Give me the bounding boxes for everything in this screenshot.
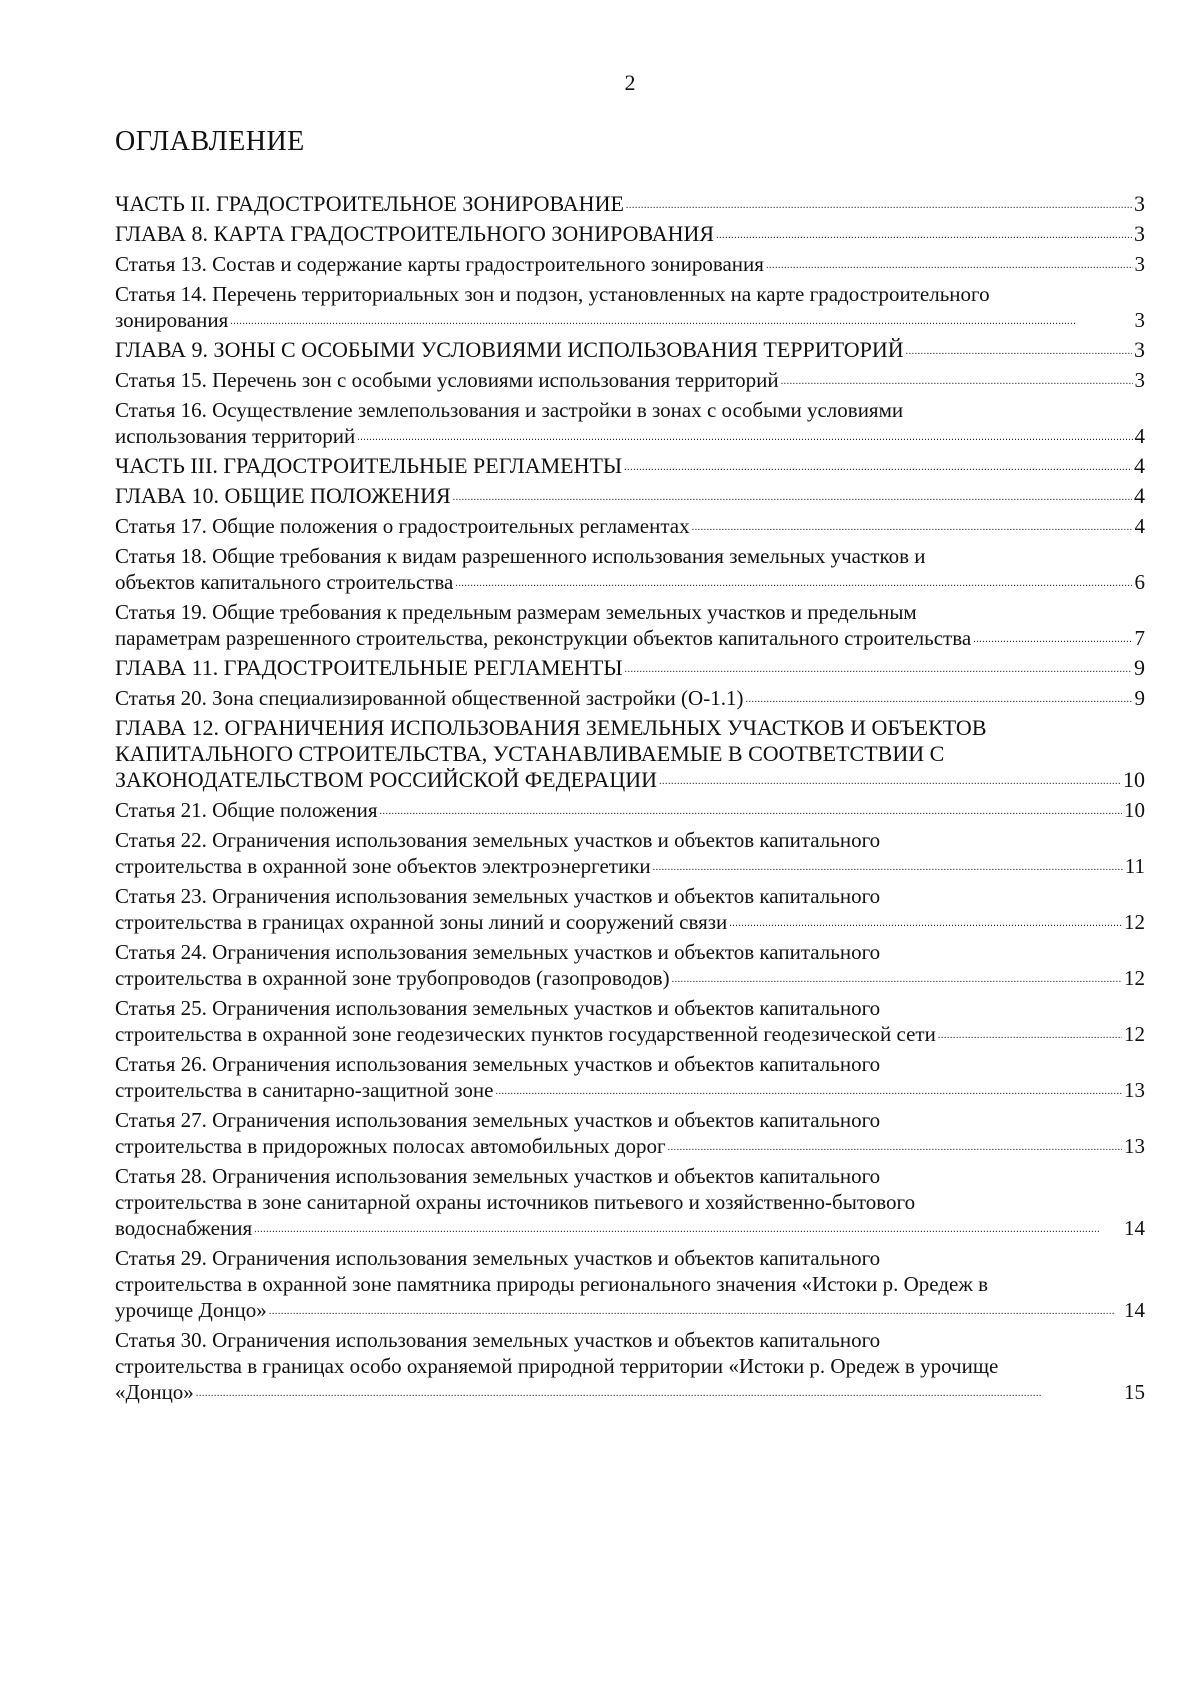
toc-entry[interactable] bbox=[115, 883, 1145, 935]
toc-entry-text: ГЛАВА 8. КАРТА ГРАДОСТРОИТЕЛЬНОГО ЗОНИРОВАНИЯ bbox=[115, 221, 715, 246]
toc-entry-page-number: 12 bbox=[1124, 910, 1145, 934]
toc-entry[interactable] bbox=[115, 827, 1145, 879]
toc-entry-page-number: 12 bbox=[1124, 966, 1145, 990]
toc-entry-line bbox=[115, 569, 1145, 595]
toc-entry-page-number: 11 bbox=[1124, 854, 1145, 878]
table-of-contents bbox=[115, 191, 1145, 1409]
dot-leader bbox=[455, 566, 1132, 597]
toc-entry-line bbox=[115, 685, 1145, 711]
toc-entry-line bbox=[115, 1379, 1145, 1405]
toc-entry-line bbox=[115, 423, 1145, 449]
toc-entry[interactable] bbox=[115, 685, 1145, 711]
dot-leader bbox=[495, 1074, 1122, 1105]
dot-leader bbox=[659, 764, 1121, 795]
toc-entry-text: Статья 30. Ограничения использования земельных участков и объектов капитального bbox=[115, 1328, 881, 1352]
toc-entry[interactable] bbox=[115, 397, 1145, 449]
toc-entry-text: строительства в охранной зоне трубопроводов (газопроводов) bbox=[115, 966, 670, 990]
toc-entry-page-number: 3 bbox=[1134, 252, 1145, 276]
toc-entry-text: ЗАКОНОДАТЕЛЬСТВОМ РОССИЙСКОЙ ФЕДЕРАЦИИ bbox=[115, 767, 657, 792]
toc-entry-text: Статья 17. Общие положения о градостроительных регламентах bbox=[115, 514, 690, 538]
toc-entry-line bbox=[115, 625, 1145, 651]
toc-entry-line bbox=[115, 1077, 1145, 1103]
toc-entry-text: Статья 22. Ограничения использования земельных участков и объектов капитального bbox=[115, 828, 881, 852]
toc-entry-page-number: 6 bbox=[1134, 570, 1145, 594]
dot-leader bbox=[357, 420, 1132, 451]
dot-leader bbox=[624, 450, 1132, 481]
toc-entry-text: ГЛАВА 9. ЗОНЫ С ОСОБЫМИ УСЛОВИЯМИ ИСПОЛЬЗОВАНИЯ ТЕРРИТОРИЙ bbox=[115, 337, 904, 362]
dot-leader bbox=[230, 304, 1132, 335]
toc-entry-text: Статья 23. Ограничения использования земельных участков и объектов капитального bbox=[115, 884, 881, 908]
toc-entry-line bbox=[115, 1163, 1145, 1189]
toc-entry-text: ГЛАВА 11. ГРАДОСТРОИТЕЛЬНЫЕ РЕГЛАМЕНТЫ bbox=[115, 655, 623, 680]
toc-entry-page-number: 4 bbox=[1134, 483, 1145, 508]
dot-leader bbox=[668, 1130, 1122, 1161]
toc-entry-text: ЧАСТЬ II. ГРАДОСТРОИТЕЛЬНОЕ ЗОНИРОВАНИЕ bbox=[115, 191, 624, 216]
toc-entry-text: строительства в санитарно-защитной зоне bbox=[115, 1078, 494, 1102]
toc-entry-text: объектов капитального строительства bbox=[115, 570, 454, 594]
dot-leader bbox=[380, 794, 1122, 825]
toc-entry-line bbox=[115, 1245, 1145, 1271]
dot-leader bbox=[729, 906, 1122, 937]
toc-entry-text: Статья 24. Ограничения использования земельных участков и объектов капитального bbox=[115, 940, 881, 964]
dot-leader bbox=[973, 622, 1132, 653]
toc-entry-line bbox=[115, 337, 1145, 363]
toc-entry-page-number: 3 bbox=[1134, 221, 1145, 246]
toc-entry[interactable] bbox=[115, 1245, 1145, 1323]
toc-entry-page-number: 3 bbox=[1134, 191, 1145, 216]
dot-leader bbox=[653, 850, 1123, 881]
toc-entry-text: строительства в охранной зоне объектов электроэнергетики bbox=[115, 854, 651, 878]
toc-entry[interactable] bbox=[115, 655, 1145, 681]
toc-entry[interactable] bbox=[115, 599, 1145, 651]
toc-entry[interactable] bbox=[115, 995, 1145, 1047]
dot-leader bbox=[196, 1376, 1122, 1407]
dot-leader bbox=[672, 962, 1122, 993]
toc-entry-line bbox=[115, 1297, 1145, 1323]
toc-entry-line bbox=[115, 655, 1145, 681]
toc-entry-line bbox=[115, 453, 1145, 479]
dot-leader bbox=[745, 682, 1132, 713]
toc-entry-line bbox=[115, 797, 1145, 823]
toc-entry-page-number: 13 bbox=[1124, 1078, 1145, 1102]
toc-entry[interactable] bbox=[115, 251, 1145, 277]
dot-leader bbox=[453, 480, 1132, 511]
toc-entry-page-number: 9 bbox=[1134, 686, 1145, 710]
toc-entry[interactable] bbox=[115, 715, 1145, 793]
toc-entry[interactable] bbox=[115, 797, 1145, 823]
dot-leader bbox=[938, 1018, 1122, 1049]
toc-entry-page-number: 3 bbox=[1134, 308, 1145, 332]
dot-leader bbox=[254, 1212, 1122, 1243]
toc-entry-line bbox=[115, 483, 1145, 509]
toc-entry-line bbox=[115, 1327, 1145, 1353]
toc-entry[interactable] bbox=[115, 513, 1145, 539]
toc-entry[interactable] bbox=[115, 453, 1145, 479]
toc-entry-text: строительства в охранной зоне геодезических пунктов государственной геодезической сети bbox=[115, 1022, 936, 1046]
toc-entry-text: Статья 14. Перечень территориальных зон и подзон, установленных на карте градостроительного bbox=[115, 282, 990, 306]
toc-entry-line bbox=[115, 513, 1145, 539]
toc-entry-line bbox=[115, 853, 1145, 879]
toc-entry-text: ЧАСТЬ III. ГРАДОСТРОИТЕЛЬНЫЕ РЕГЛАМЕНТЫ bbox=[115, 453, 623, 478]
toc-entry-text: ГЛАВА 12. ОГРАНИЧЕНИЯ ИСПОЛЬЗОВАНИЯ ЗЕМЕЛЬНЫХ УЧАСТКОВ И ОБЪЕКТОВ bbox=[115, 715, 987, 740]
toc-entry[interactable] bbox=[115, 939, 1145, 991]
toc-entry-page-number: 7 bbox=[1134, 626, 1145, 650]
toc-entry-text: КАПИТАЛЬНОГО СТРОИТЕЛЬСТВА, УСТАНАВЛИВАЕМЫЕ В СООТВЕТСТВИИ С bbox=[115, 741, 945, 766]
toc-entry-text: строительства в границах особо охраняемой природной территории «Истоки р. Оредеж в урочище bbox=[115, 1354, 999, 1378]
toc-entry-page-number: 14 bbox=[1124, 1216, 1145, 1240]
dot-leader bbox=[269, 1294, 1122, 1325]
toc-entry-page-number: 14 bbox=[1124, 1298, 1145, 1322]
toc-entry-line bbox=[115, 251, 1145, 277]
dot-leader bbox=[626, 188, 1132, 219]
toc-entry-line bbox=[115, 221, 1145, 247]
toc-entry-page-number: 3 bbox=[1134, 337, 1145, 362]
dot-leader bbox=[906, 334, 1132, 365]
toc-entry[interactable] bbox=[115, 221, 1145, 247]
toc-entry[interactable] bbox=[115, 1327, 1145, 1405]
toc-entry-text: Статья 16. Осуществление землепользования и застройки в зонах с особыми условиями bbox=[115, 398, 904, 422]
toc-entry-text: «Донцо» bbox=[115, 1380, 194, 1404]
toc-entry-text: Статья 18. Общие требования к видам разрешенного использования земельных участков и bbox=[115, 544, 926, 568]
page-number: 2 bbox=[624, 70, 636, 95]
toc-entry-line bbox=[115, 307, 1145, 333]
toc-entry[interactable] bbox=[115, 337, 1145, 363]
toc-entry[interactable] bbox=[115, 1051, 1145, 1103]
dot-leader bbox=[692, 510, 1133, 541]
toc-entry-page-number: 15 bbox=[1124, 1380, 1145, 1404]
toc-entry-text: Статья 26. Ограничения использования земельных участков и объектов капитального bbox=[115, 1052, 881, 1076]
toc-title: ОГЛАВЛЕНИЕ bbox=[115, 126, 305, 157]
toc-entry-text: Статья 27. Ограничения использования земельных участков и объектов капитального bbox=[115, 1108, 881, 1132]
toc-entry[interactable] bbox=[115, 543, 1145, 595]
dot-leader bbox=[716, 218, 1132, 249]
toc-entry-text: ГЛАВА 10. ОБЩИЕ ПОЛОЖЕНИЯ bbox=[115, 483, 451, 508]
toc-entry-text: параметрам разрешенного строительства, реконструкции объектов капитального строительства bbox=[115, 626, 972, 650]
toc-entry[interactable] bbox=[115, 281, 1145, 333]
toc-entry-text: урочище Донцо» bbox=[115, 1298, 267, 1322]
toc-entry-line bbox=[115, 367, 1145, 393]
toc-entry-page-number: 3 bbox=[1134, 368, 1145, 392]
toc-entry-page-number: 4 bbox=[1134, 453, 1145, 478]
toc-entry-line bbox=[115, 909, 1145, 935]
toc-entry-page-number: 10 bbox=[1124, 798, 1145, 822]
toc-entry[interactable] bbox=[115, 1163, 1145, 1241]
dot-leader bbox=[766, 248, 1133, 279]
toc-entry-page-number: 13 bbox=[1124, 1134, 1145, 1158]
toc-entry-page-number: 4 bbox=[1134, 514, 1145, 538]
dot-leader bbox=[781, 364, 1133, 395]
toc-entry-text: зонирования bbox=[115, 308, 229, 332]
toc-entry-line bbox=[115, 191, 1145, 217]
toc-entry-text: Статья 15. Перечень зон с особыми условиями использования территорий bbox=[115, 368, 779, 392]
toc-entry-text: Статья 29. Ограничения использования земельных участков и объектов капитального bbox=[115, 1246, 881, 1270]
toc-entry-text: использования территорий bbox=[115, 424, 356, 448]
toc-entry-text: строительства в зоне санитарной охраны источников питьевого и хозяйственно-бытового bbox=[115, 1190, 916, 1214]
toc-entry-text: строительства в границах охранной зоны линий и сооружений связи bbox=[115, 910, 728, 934]
toc-entry[interactable] bbox=[115, 483, 1145, 509]
toc-entry-line bbox=[115, 965, 1145, 991]
toc-entry-page-number: 4 bbox=[1134, 424, 1145, 448]
toc-entry-text: Статья 25. Ограничения использования земельных участков и объектов капитального bbox=[115, 996, 881, 1020]
toc-entry-text: Статья 28. Ограничения использования земельных участков и объектов капитального bbox=[115, 1164, 881, 1188]
toc-entry-text: Статья 19. Общие требования к предельным размерам земельных участков и предельным bbox=[115, 600, 917, 624]
toc-entry-page-number: 12 bbox=[1124, 1022, 1145, 1046]
toc-entry-page-number: 10 bbox=[1123, 767, 1145, 792]
toc-entry-line bbox=[115, 1215, 1145, 1241]
dot-leader bbox=[625, 652, 1132, 683]
toc-entry-line bbox=[115, 767, 1145, 793]
toc-entry[interactable] bbox=[115, 1107, 1145, 1159]
toc-entry[interactable] bbox=[115, 367, 1145, 393]
toc-entry[interactable] bbox=[115, 191, 1145, 217]
toc-entry-text: Статья 13. Состав и содержание карты градостроительного зонирования bbox=[115, 252, 764, 276]
toc-entry-line bbox=[115, 1133, 1145, 1159]
toc-entry-page-number: 9 bbox=[1134, 655, 1145, 680]
toc-entry-line bbox=[115, 715, 1145, 741]
toc-entry-text: Статья 20. Зона специализированной общественной застройки (О-1.1) bbox=[115, 686, 744, 710]
toc-entry-line bbox=[115, 1021, 1145, 1047]
toc-entry-text: строительства в придорожных полосах автомобильных дорог bbox=[115, 1134, 666, 1158]
toc-entry-text: строительства в охранной зоне памятника природы регионального значения «Истоки р. Оредеж в bbox=[115, 1272, 988, 1296]
toc-entry-text: Статья 21. Общие положения bbox=[115, 798, 378, 822]
toc-entry-text: водоснабжения bbox=[115, 1216, 253, 1240]
